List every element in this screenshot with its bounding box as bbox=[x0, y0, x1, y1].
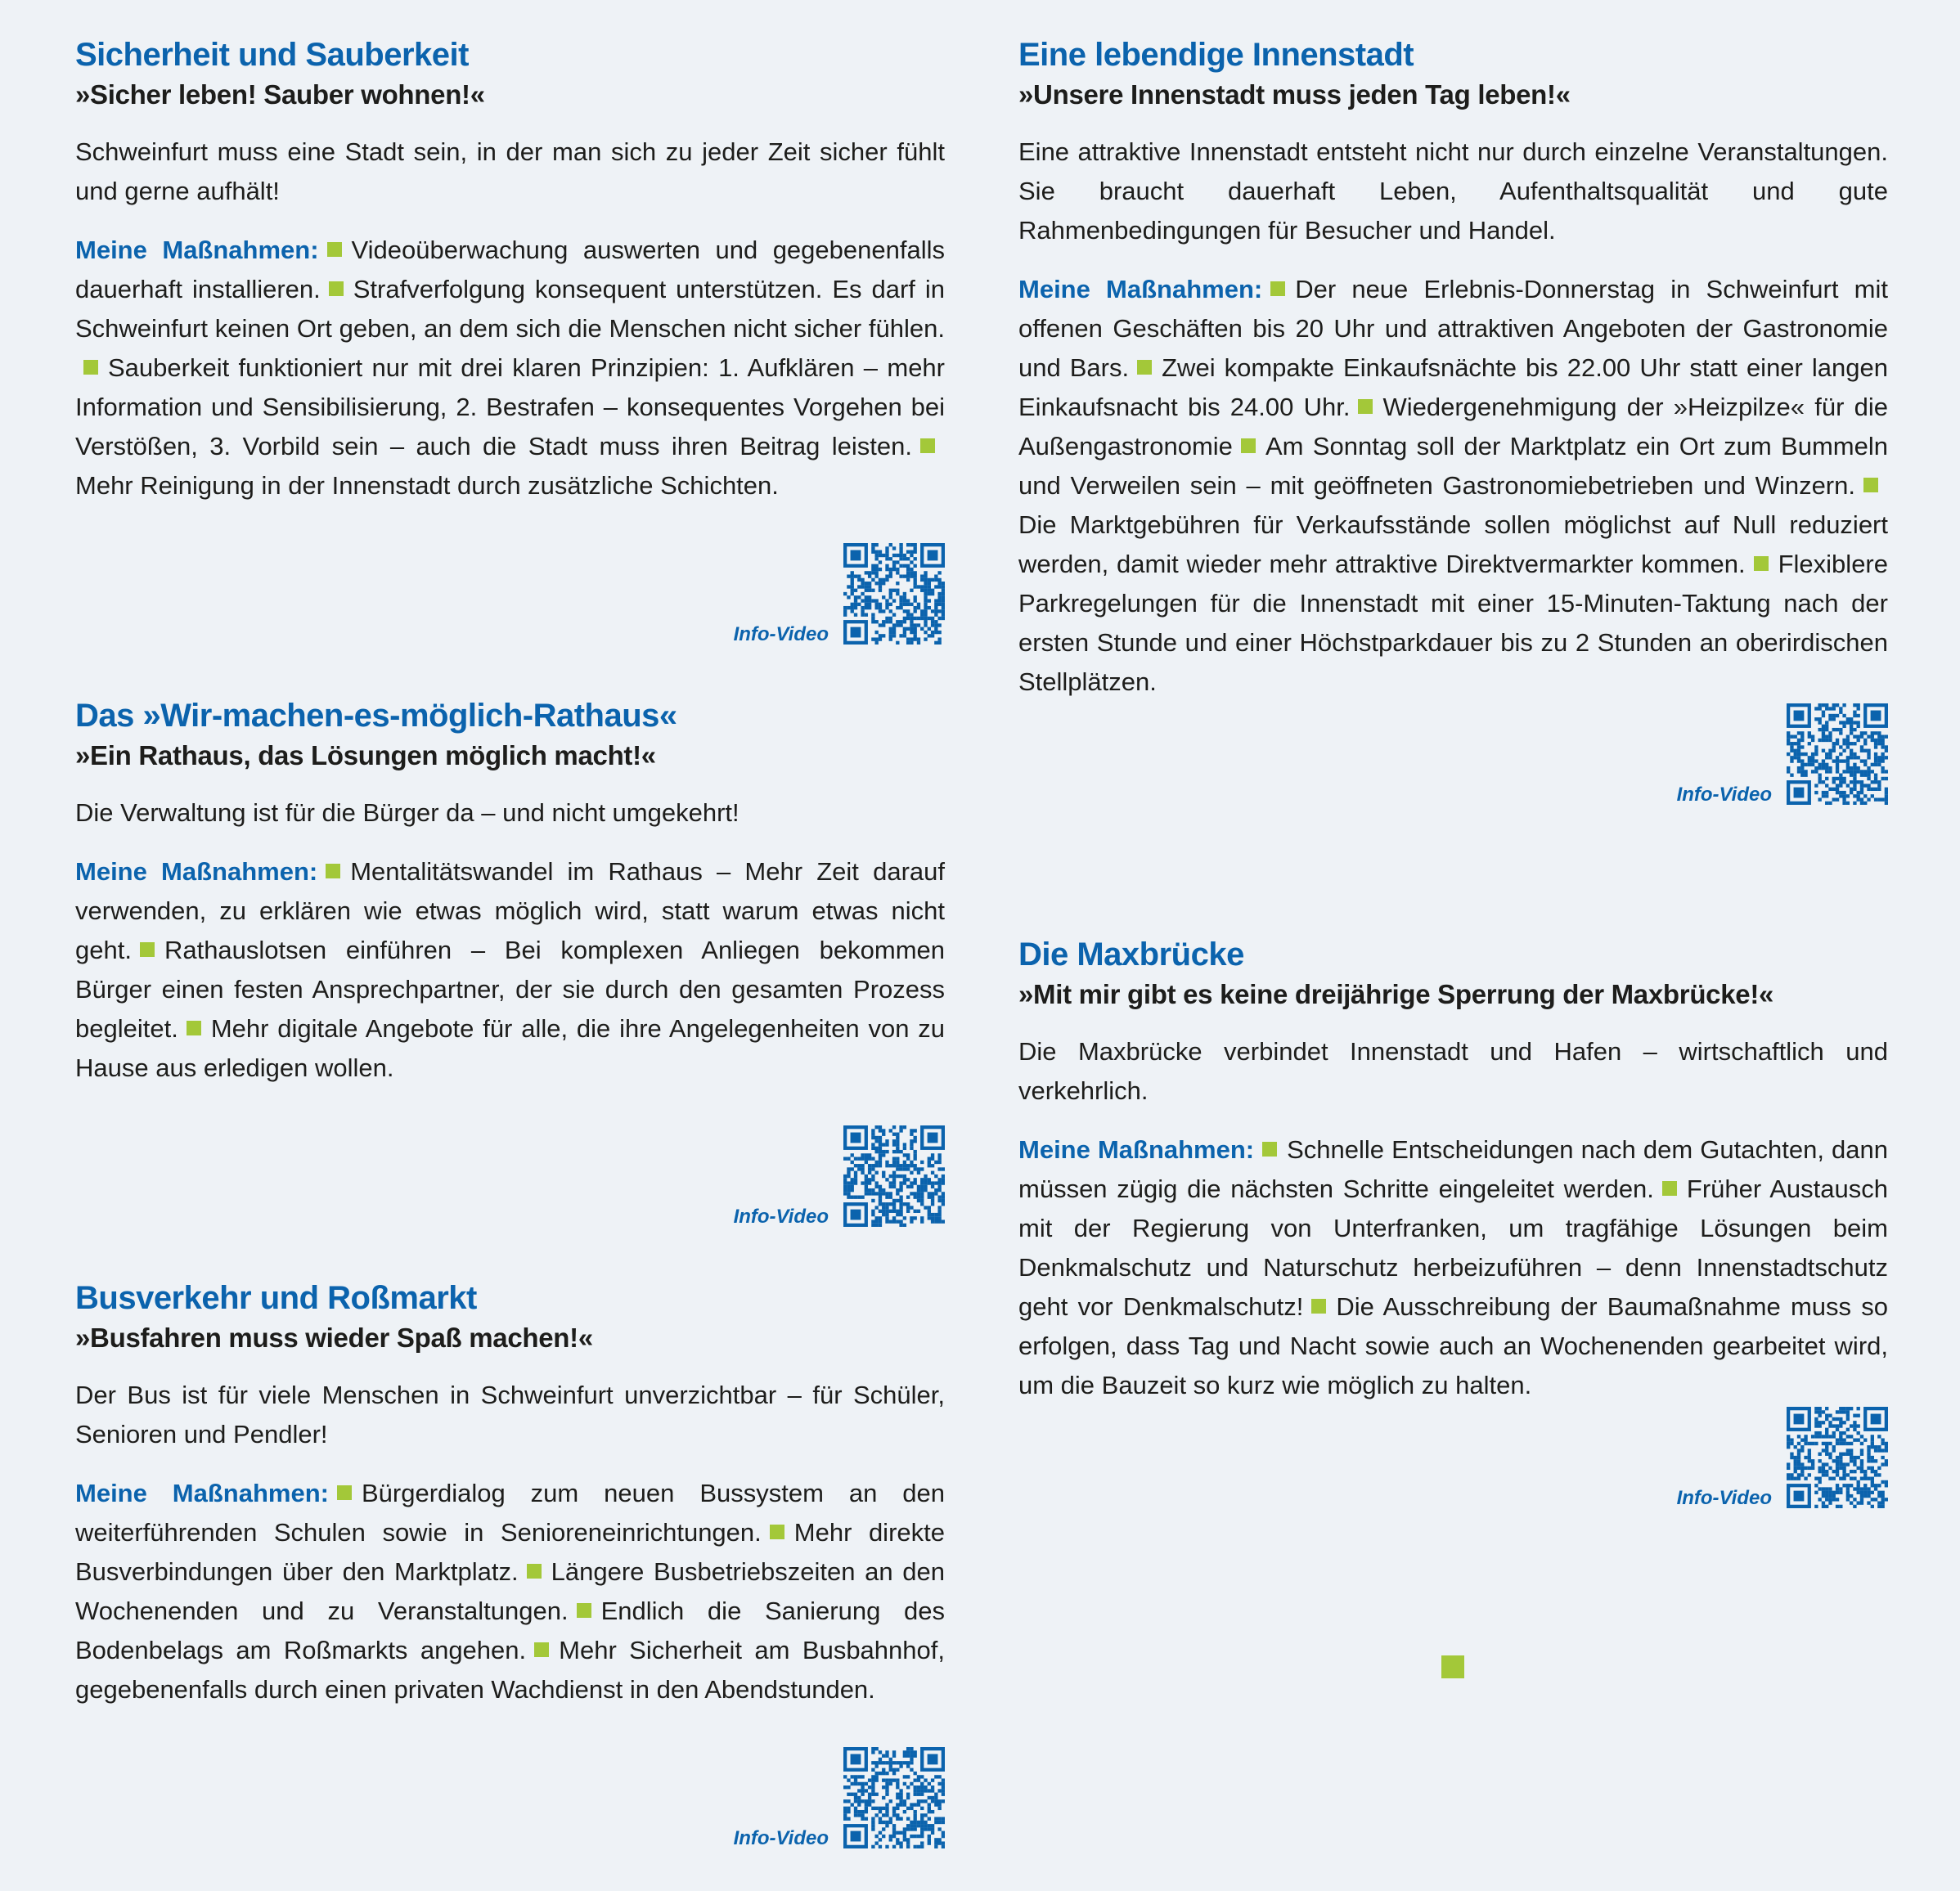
bullet-icon bbox=[140, 942, 155, 957]
measure-item: Längere Busbetriebszeiten an den Wochenenden und zu Veranstaltungen. bbox=[75, 1557, 945, 1625]
measures-paragraph bbox=[1018, 1130, 1888, 1405]
measure-item: Mehr digitale Angebote für alle, die ihre Angelegenheiten von zu Hause aus erledigen wollen. bbox=[75, 1014, 945, 1082]
measure-item: Rathauslotsen einführen – Bei komplexen Anliegen bekommen Bürger einen festen Ansprechpartner, der sie durch den gesamten Prozess begleitet. bbox=[75, 936, 945, 1043]
bullet-icon bbox=[1262, 1142, 1277, 1157]
info-video-label: Info-Video bbox=[733, 1827, 829, 1849]
measure-item: Am Sonntag soll der Marktplatz ein Ort zum Bummeln und Verweilen sein – mit geöffneten Gastronomiebetrieben und Winzern. bbox=[1018, 432, 1888, 500]
bullet-icon bbox=[83, 360, 98, 375]
section-slogan: »Ein Rathaus, das Lösungen möglich macht!« bbox=[75, 740, 656, 770]
measure-item: Mehr Sicherheit am Busbahnhof, gegebenenfalls durch einen privaten Wachdienst in den Abendstunden. bbox=[75, 1636, 945, 1704]
qr-block[interactable] bbox=[699, 1747, 945, 1848]
section-slogan: »Sicher leben! Sauber wohnen!« bbox=[75, 79, 485, 110]
section-title: Eine lebendige Innenstadt bbox=[1018, 37, 1414, 73]
section-intro: Die Verwaltung ist für die Bürger da – und nicht umgekehrt! bbox=[75, 798, 739, 827]
bullet-icon bbox=[770, 1525, 784, 1539]
section-intro: Schweinfurt muss eine Stadt sein, in der man sich zu jeder Zeit sicher fühlt und gerne aufhält! bbox=[75, 137, 945, 205]
section-busverkehr bbox=[75, 1276, 945, 1849]
bullet-icon bbox=[1754, 556, 1769, 571]
info-video-label: Info-Video bbox=[733, 623, 829, 645]
bullet-icon bbox=[1137, 360, 1152, 375]
measures-label: Meine Maßnahmen: bbox=[1018, 275, 1263, 303]
measures-label: Meine Maßnahmen: bbox=[1018, 1135, 1255, 1164]
qr-code-icon[interactable] bbox=[1787, 1407, 1888, 1508]
bullet-icon bbox=[534, 1642, 549, 1657]
measures-paragraph bbox=[75, 1474, 945, 1709]
bullet-icon bbox=[1358, 399, 1373, 414]
measure-item: Mehr Reinigung in der Innenstadt durch zusätzliche Schichten. bbox=[75, 471, 779, 500]
measure-item: Mehr direkte Busverbindungen über den Marktplatz. bbox=[75, 1518, 945, 1586]
measure-item: Zwei kompakte Einkaufsnächte bis 22.00 Uhr statt einer langen Einkaufsnacht bis 24.00 Uhr. bbox=[1018, 353, 1888, 421]
bullet-icon bbox=[329, 281, 344, 296]
section-sicherheit bbox=[75, 33, 945, 645]
qr-code-icon[interactable] bbox=[843, 1125, 945, 1227]
qr-code-icon[interactable] bbox=[843, 543, 945, 645]
section-rathaus bbox=[75, 694, 945, 1228]
measures-label: Meine Maßnahmen: bbox=[75, 857, 318, 886]
measures-label: Meine Maßnahmen: bbox=[75, 236, 319, 264]
section-slogan: »Mit mir gibt es keine dreijährige Sperrung der Maxbrücke!« bbox=[1018, 979, 1774, 1009]
measure-item: Die Ausschreibung der Baumaßnahme muss so erfolgen, dass Tag und Nacht sowie auch an Wochenenden gearbeitet wird, um die Bauzeit so kurz wie möglich zu halten. bbox=[1018, 1292, 1889, 1399]
section-title: Das »Wir-machen-es-möglich-Rathaus« bbox=[75, 698, 677, 734]
qr-block[interactable] bbox=[1643, 703, 1888, 805]
section-innenstadt bbox=[1018, 33, 1888, 806]
section-title: Sicherheit und Sauberkeit bbox=[75, 37, 469, 73]
measure-item: Bürgerdialog zum neuen Bussystem an den weiterführenden Schulen sowie in Senioreneinrichtungen. bbox=[75, 1479, 945, 1547]
section-slogan: »Unsere Innenstadt muss jeden Tag leben!« bbox=[1018, 79, 1571, 110]
measure-item: Die Marktgebühren für Verkaufsstände sollen möglichst auf Null reduziert werden, damit wieder mehr attraktive Direktvermarkter kommen. bbox=[1018, 510, 1888, 578]
info-video-label: Info-Video bbox=[1676, 784, 1772, 806]
section-intro: Der Bus ist für viele Menschen in Schweinfurt unverzichtbar – für Schüler, Senioren und Pendler! bbox=[75, 1381, 945, 1449]
qr-block[interactable] bbox=[699, 1125, 945, 1227]
bullet-icon bbox=[577, 1603, 591, 1618]
bullet-icon bbox=[187, 1021, 201, 1035]
measure-item: Endlich die Sanierung des Bodenbelags am Roßmarkts angehen. bbox=[75, 1597, 945, 1664]
measures-label: Meine Maßnahmen: bbox=[75, 1479, 329, 1507]
measure-item: Strafverfolgung konsequent unterstützen. Es darf in Schweinfurt keinen Ort geben, an dem sich die Menschen nicht sicher fühlen. bbox=[75, 275, 945, 343]
bullet-icon bbox=[327, 242, 342, 257]
qr-code-icon[interactable] bbox=[843, 1747, 945, 1848]
qr-code-icon[interactable] bbox=[1787, 703, 1888, 805]
section-title: Busverkehr und Roßmarkt bbox=[75, 1280, 477, 1316]
bullet-icon bbox=[920, 438, 935, 453]
measure-item: Videoüberwachung auswerten und gegebenenfalls dauerhaft installieren. bbox=[75, 236, 945, 303]
qr-block[interactable] bbox=[1643, 1407, 1888, 1508]
measure-item: Sauberkeit funktioniert nur mit drei klaren Prinzipien: 1. Aufklären – mehr Information und Sensibilisierung, 2. Bestrafen – konsequentes Vorgehen bei Verstößen, 3. Vorbild sein – auch die Stadt muss ihren Beitrag leisten. bbox=[75, 353, 945, 460]
measures-paragraph bbox=[75, 231, 945, 505]
bullet-icon bbox=[1662, 1181, 1677, 1196]
section-slogan: »Busfahren muss wieder Spaß machen!« bbox=[75, 1323, 593, 1353]
bullet-icon bbox=[326, 864, 340, 878]
bullet-icon bbox=[1863, 478, 1878, 492]
bullet-icon bbox=[1311, 1299, 1326, 1314]
section-title: Die Maxbrücke bbox=[1018, 937, 1244, 972]
bullet-icon bbox=[1241, 438, 1256, 453]
info-video-label: Info-Video bbox=[1676, 1487, 1772, 1509]
section-intro: Die Maxbrücke verbindet Innenstadt und Hafen – wirtschaftlich und verkehrlich. bbox=[1018, 1037, 1888, 1105]
measure-item: Der neue Erlebnis-Donnerstag in Schweinfurt mit offenen Geschäften bis 20 Uhr und attraktiven Angeboten der Gastronomie und Bars. bbox=[1018, 275, 1888, 382]
decorative-bullet-icon bbox=[1441, 1655, 1464, 1678]
measure-item: Früher Austausch mit der Regierung von Unterfranken, um tragfähige Lösungen beim Denkmalschutz und Naturschutz herbeizuführen – denn Innenstadtschutz geht vor Denkmalschutz! bbox=[1018, 1175, 1888, 1321]
measure-item: Schnelle Entscheidungen nach dem Gutachten, dann müssen zügig die nächsten Schritte eingeleitet werden. bbox=[1018, 1135, 1888, 1203]
measures-paragraph bbox=[1018, 270, 1888, 702]
measure-item: Wiedergenehmigung der »Heizpilze« für die Außengastronomie bbox=[1018, 393, 1888, 460]
measure-item: Flexiblere Parkregelungen für die Innenstadt mit einer 15-Minuten-Taktung nach der ersten Stunde und einer Höchstparkdauer bis zu 2 Stunden an oberirdischen Stellplätzen. bbox=[1018, 550, 1888, 696]
bullet-icon bbox=[337, 1485, 352, 1500]
info-video-label: Info-Video bbox=[733, 1206, 829, 1228]
measure-item: Mentalitätswandel im Rathaus – Mehr Zeit darauf verwenden, zu erklären wie etwas möglich wird, statt warum etwas nicht geht. bbox=[75, 857, 945, 964]
bullet-icon bbox=[527, 1564, 542, 1579]
bullet-icon bbox=[1270, 281, 1285, 296]
section-intro: Eine attraktive Innenstadt entsteht nicht nur durch einzelne Veranstaltungen. Sie braucht dauerhaft Leben, Aufenthaltsqualität und gute Rahmenbedingungen für Besucher und Handel. bbox=[1018, 137, 1888, 245]
section-maxbruecke bbox=[1018, 932, 1889, 1509]
measures-paragraph bbox=[75, 852, 945, 1088]
qr-block[interactable] bbox=[699, 543, 945, 645]
